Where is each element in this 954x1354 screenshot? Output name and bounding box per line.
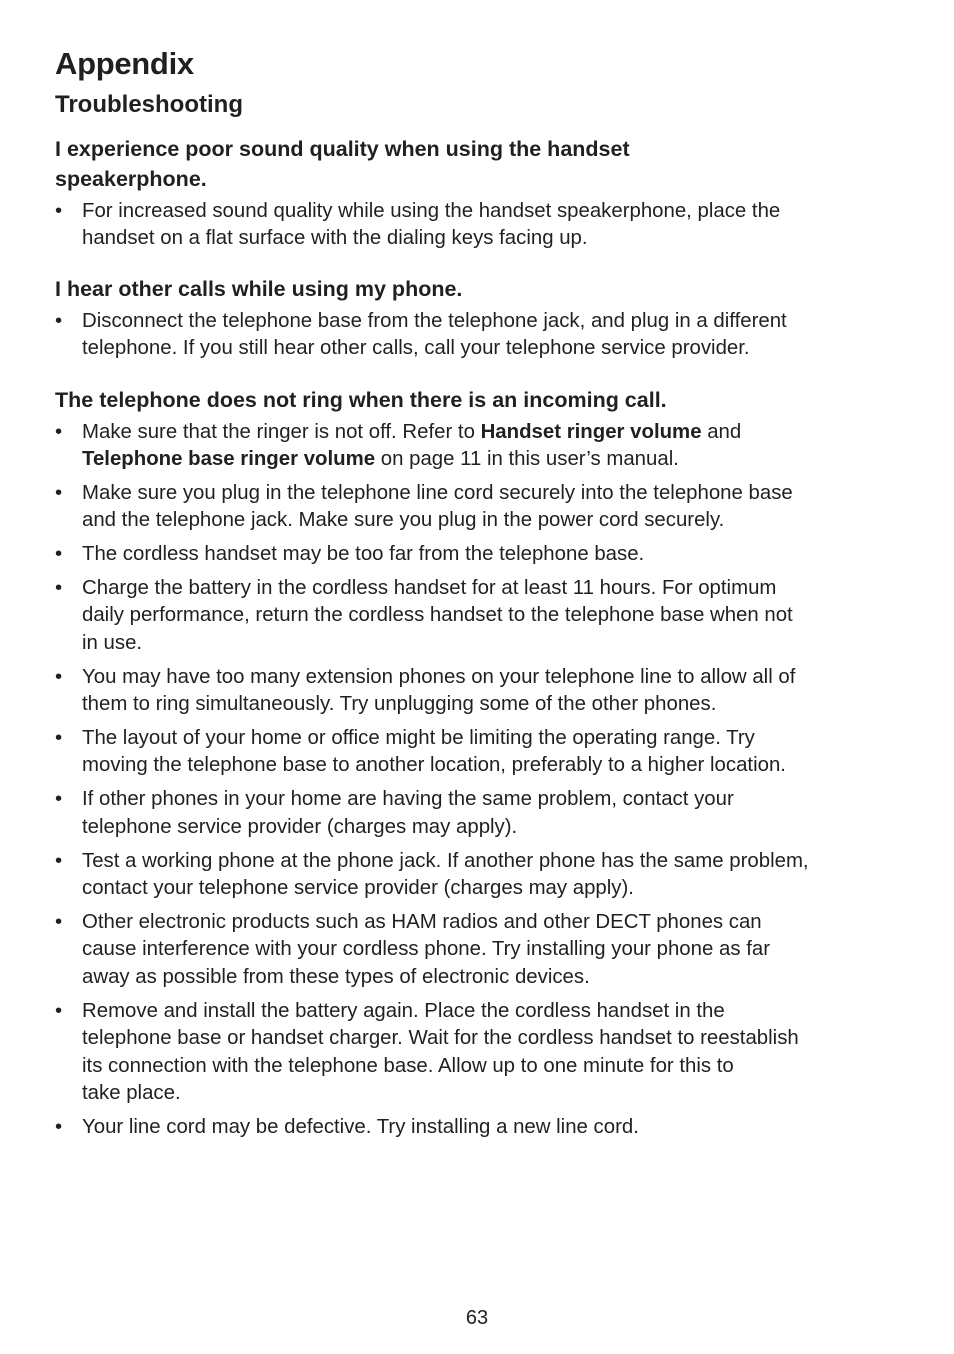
page-title: Appendix [55,46,194,81]
item-line: and the telephone jack. Make sure you plug in the power cord securely. [82,509,725,532]
bullet: • [55,1115,63,1138]
item-text: Make sure that the ringer is not off. Refer to [82,420,481,443]
bullet: • [55,420,63,443]
item-line: Charge the battery in the cordless handset for at least 11 hours. For optimum [82,577,777,600]
item-line: If other phones in your home are having the same problem, contact your [82,788,734,811]
list-item [55,480,900,535]
bullet: • [55,543,63,566]
item-line: away as possible from these types of electronic devices. [82,965,590,988]
bullet: • [55,577,63,600]
item-line: in use. [82,631,143,654]
item-line: Make sure you plug in the telephone line cord securely into the telephone base [82,481,793,504]
item-line: contact your telephone service provider (charges may apply). [82,877,634,900]
item-line: take place. [82,1081,181,1104]
item-line: its connection with the telephone base. Allow up to one minute for this to [82,1054,734,1077]
bullet: • [55,849,63,872]
heading-line: I experience poor sound quality when using the handset [55,137,630,161]
item-line: moving the telephone base to another location, preferably to a higher location. [82,754,786,777]
problem-heading: The telephone does not ring when there is an incoming call. [55,388,667,412]
list-item [55,575,900,657]
item-line: Test a working phone at the phone jack. If another phone has the same problem, [82,849,809,872]
bullet: • [55,788,63,811]
list-item [55,419,900,474]
bullet: • [55,481,63,504]
problem-heading [55,134,900,194]
bullet: • [55,199,63,222]
item-line: cause interference with your cordless phone. Try installing your phone as far [82,938,770,961]
solution-list [55,419,900,1142]
bullet: • [55,999,63,1022]
list-item [55,308,900,363]
heading-line: speakerphone. [55,167,207,191]
item-line: telephone service provider (charges may apply). [82,815,518,838]
list-item [55,786,900,841]
item-line: The cordless handset may be too far from the telephone base. [82,543,645,566]
solution-list [55,308,900,363]
bullet: • [55,309,63,332]
section-title: Troubleshooting [55,91,243,118]
item-text: and [701,420,742,443]
item-line: them to ring simultaneously. Try unplugging some of the other phones. [82,693,717,716]
solution-list [55,198,900,253]
list-item [55,725,900,780]
item-line: The layout of your home or office might be limiting the operating range. Try [82,727,755,750]
list-item [55,198,900,253]
problem-no-ring [55,385,900,1141]
item-line: Your line cord may be defective. Try installing a new line cord. [82,1115,639,1138]
item-line: For increased sound quality while using the handset speakerphone, place the [82,199,781,222]
item-line: Other electronic products such as HAM radios and other DECT phones can [82,911,762,933]
list-item [55,998,900,1108]
bullet: • [55,911,63,933]
problem-heading: I hear other calls while using my phone. [55,277,463,301]
list-item [55,541,900,568]
item-line: telephone. If you still hear other calls, call your telephone service provider. [82,336,750,359]
problem-sound-quality [55,134,900,252]
item-line: telephone base or handset charger. Wait for the cordless handset to reestablish [82,1027,799,1050]
bullet: • [55,727,63,750]
page-number: 63 [465,1307,489,1329]
bullet: • [55,665,63,688]
handset-ringer-volume-reference: Handset ringer volume [480,420,702,443]
list-item [55,1114,900,1141]
item-line: daily performance, return the cordless handset to the telephone base when not [82,604,793,627]
problem-other-calls [55,274,900,362]
item-line: You may have too many extension phones on your telephone line to allow all of [82,665,796,688]
item-line: Remove and install the battery again. Place the cordless handset in the [82,999,725,1022]
item-text: on page 11 in this user’s manual. [375,447,679,470]
item-line: Disconnect the telephone base from the telephone jack, and plug in a different [82,309,787,332]
item-line: handset on a flat surface with the dialing keys facing up. [82,226,588,249]
list-item [55,909,900,991]
list-item [55,848,900,903]
base-ringer-volume-reference: Telephone base ringer volume [82,447,376,470]
list-item [55,664,900,719]
